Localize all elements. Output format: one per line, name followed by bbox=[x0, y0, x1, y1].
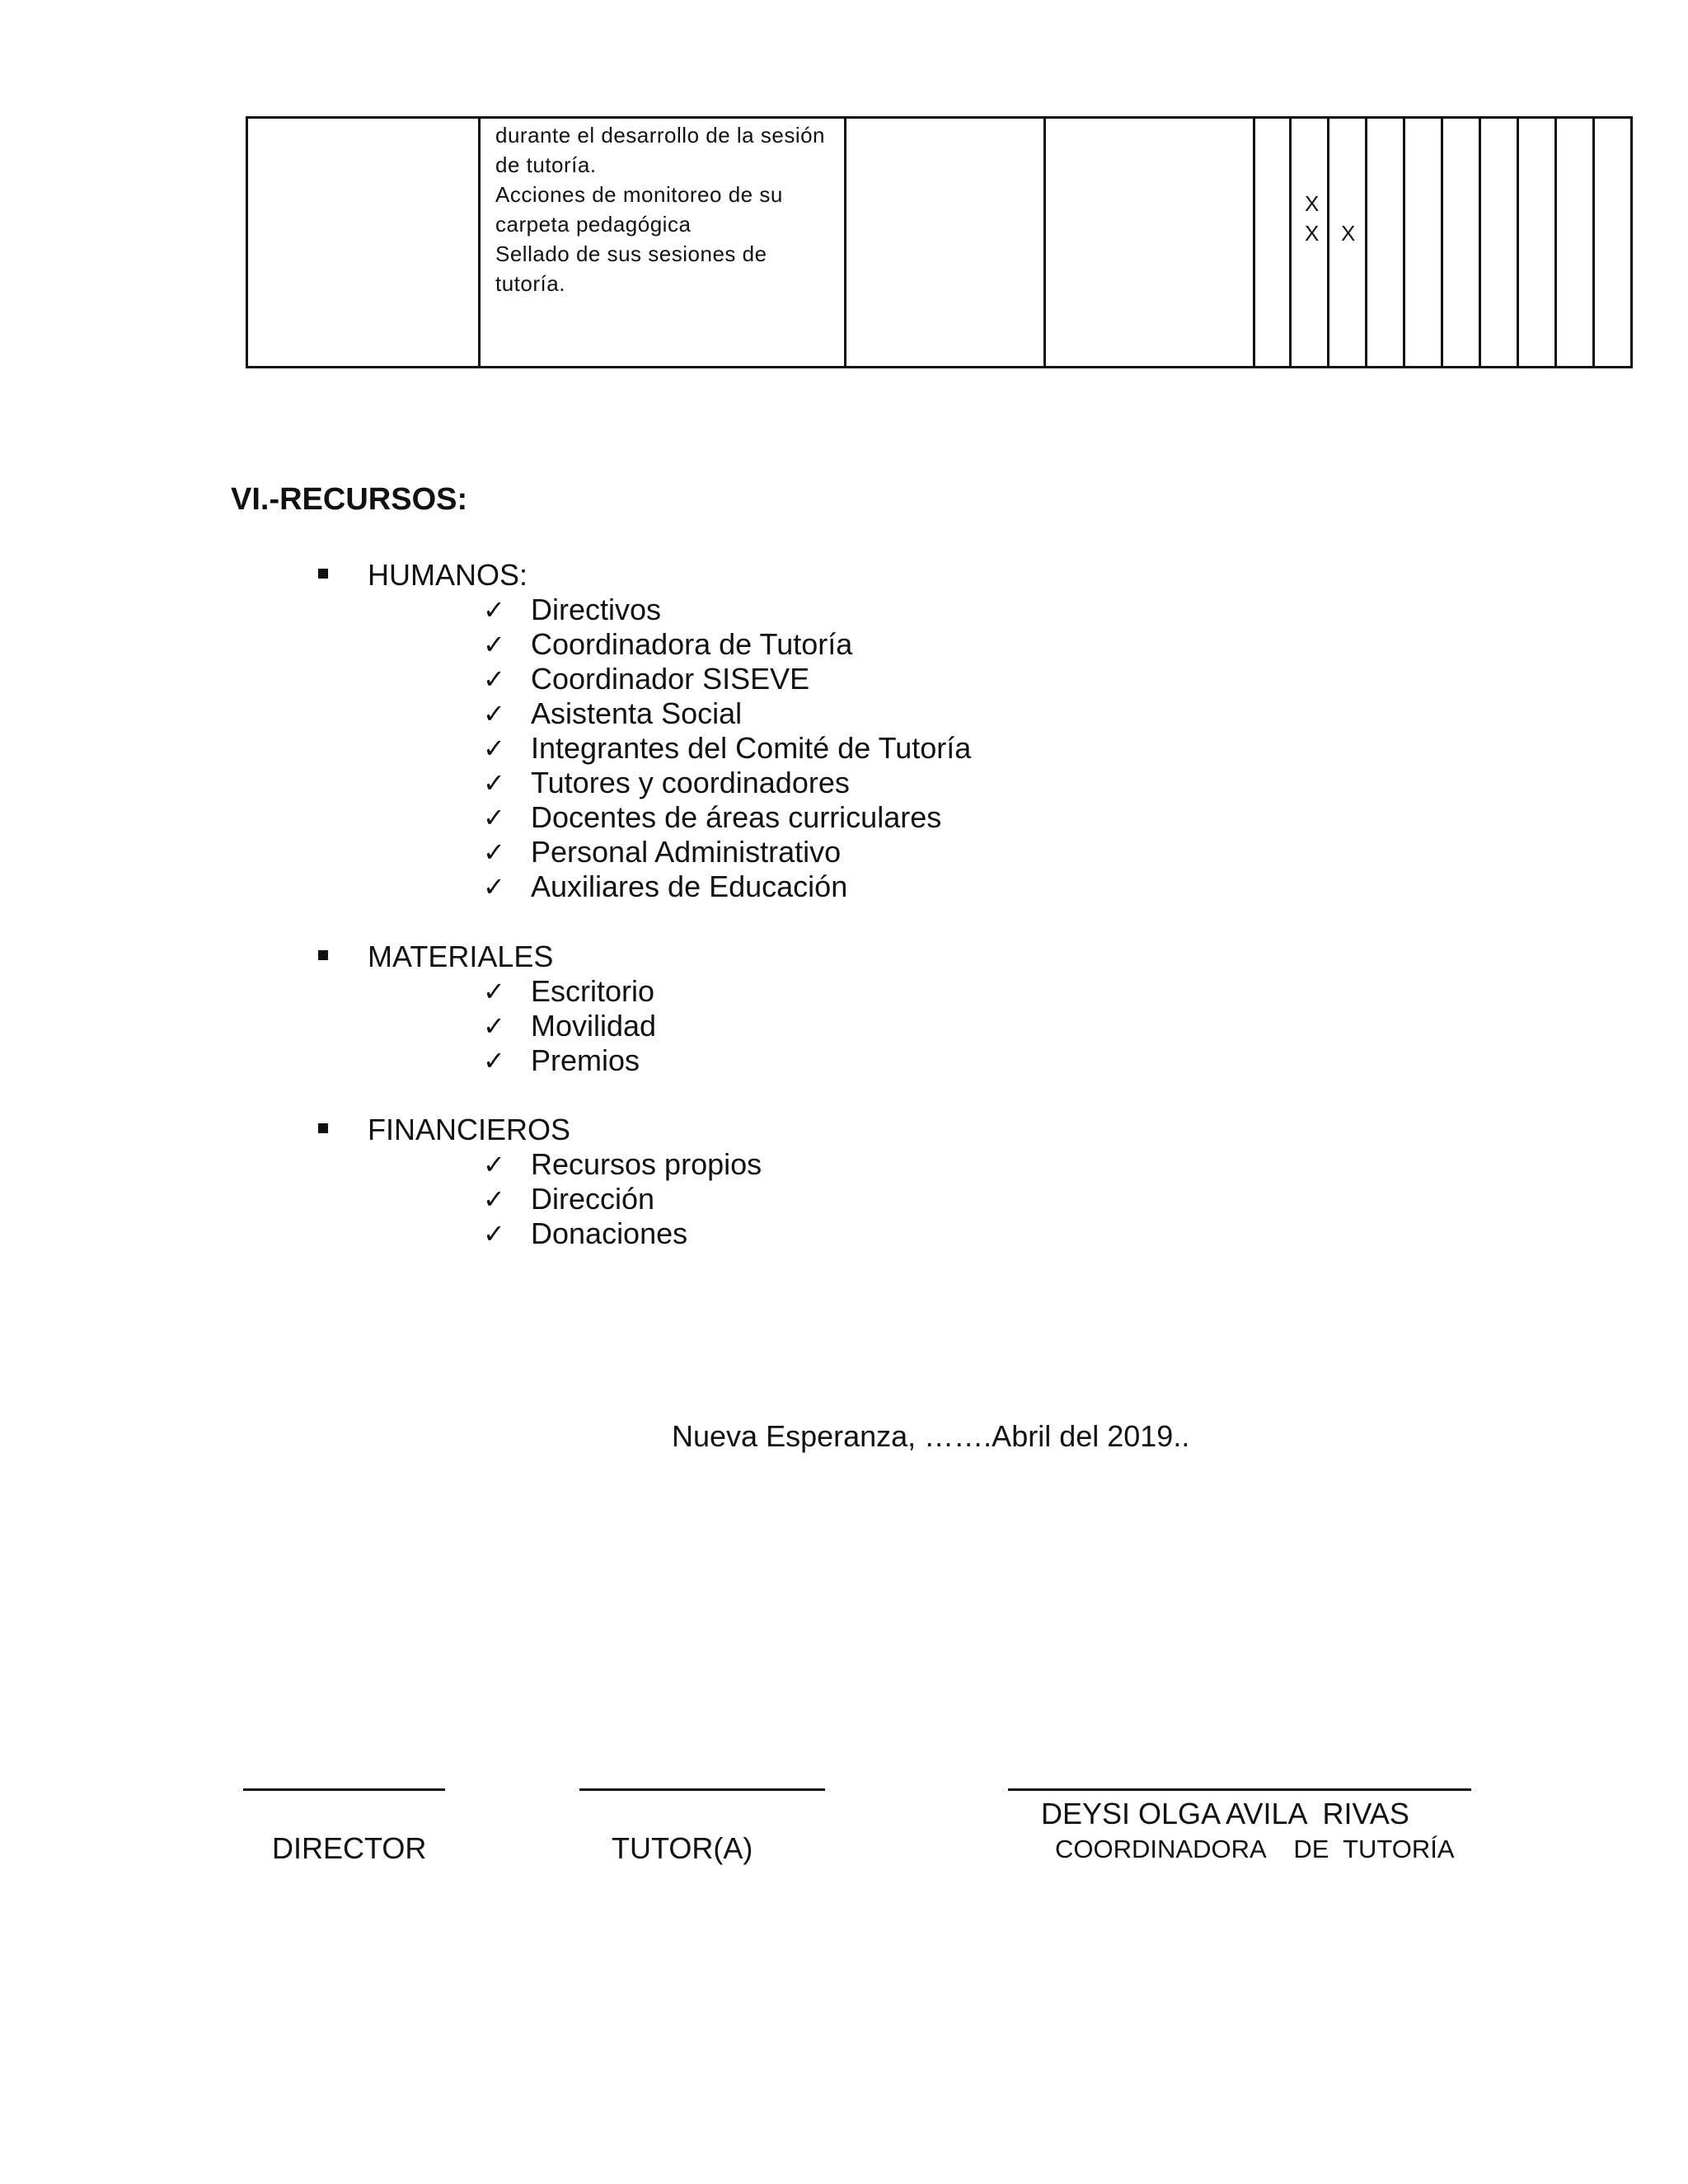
resource-list bbox=[318, 974, 656, 1078]
list-item: ✓ Personal Administrativo bbox=[483, 835, 842, 869]
table-cell-schedule bbox=[1292, 119, 1329, 366]
list-item: ✓ Dirección bbox=[483, 1182, 655, 1216]
director-signature-line bbox=[243, 1788, 445, 1791]
square-bullet-icon bbox=[318, 569, 328, 579]
checkmark-icon: ✓ bbox=[483, 1218, 505, 1249]
table-cell-schedule bbox=[1519, 119, 1557, 366]
list-item: ✓ Docentes de áreas curriculares bbox=[483, 800, 942, 834]
checkmark-icon: ✓ bbox=[483, 1045, 505, 1076]
section-title-text: FINANCIEROS bbox=[368, 1113, 571, 1146]
table-cell-schedule bbox=[1443, 119, 1481, 366]
table-cell-schedule bbox=[1329, 119, 1367, 366]
section-title bbox=[318, 1113, 762, 1147]
table-cell-schedule bbox=[1557, 119, 1595, 366]
list-item: ✓ Movilidad bbox=[483, 1009, 657, 1043]
list-item: ✓ Tutores y coordinadores bbox=[483, 766, 850, 799]
checkmark-icon: ✓ bbox=[483, 594, 505, 626]
tutor-signature-line bbox=[579, 1788, 825, 1791]
tutor-label: TUTOR(A) bbox=[612, 1831, 753, 1865]
activities-table bbox=[246, 116, 1633, 368]
checkmark-icon: ✓ bbox=[483, 837, 505, 868]
table-cell-empty bbox=[248, 119, 481, 366]
schedule-mark: X bbox=[1305, 221, 1320, 246]
checkmark-icon: ✓ bbox=[483, 1183, 505, 1215]
list-item: ✓ Coordinadora de Tutoría bbox=[483, 627, 853, 661]
section-financieros bbox=[318, 1113, 762, 1251]
section-materiales bbox=[318, 940, 656, 1078]
activity-line: durante el desarrollo de la sesión bbox=[495, 123, 826, 148]
date-line: Nueva Esperanza, …….Abril del 2019.. bbox=[672, 1419, 1190, 1453]
activity-line: carpeta pedagógica bbox=[495, 212, 692, 237]
list-item: ✓ Integrantes del Comité de Tutoría bbox=[483, 731, 972, 765]
checkmark-icon: ✓ bbox=[483, 1149, 505, 1180]
resource-list bbox=[318, 593, 971, 904]
checkmark-icon: ✓ bbox=[483, 698, 505, 729]
table-cell-empty bbox=[1046, 119, 1255, 366]
coordinator-name: DEYSI OLGA AVILA RIVAS bbox=[1041, 1797, 1409, 1830]
square-bullet-icon bbox=[318, 950, 328, 960]
list-item: ✓ Premios bbox=[483, 1043, 640, 1077]
checkmark-icon: ✓ bbox=[483, 629, 505, 660]
activity-line: tutoría. bbox=[495, 271, 565, 296]
table-cell-schedule bbox=[1367, 119, 1405, 366]
list-item: ✓ Auxiliares de Educación bbox=[483, 869, 848, 903]
activity-line: Sellado de sus sesiones de bbox=[495, 241, 767, 266]
square-bullet-icon bbox=[318, 1123, 328, 1133]
section-title-text: MATERIALES bbox=[368, 940, 554, 973]
list-item: ✓ Escritorio bbox=[483, 974, 655, 1008]
checkmark-icon: ✓ bbox=[483, 767, 505, 799]
checkmark-icon: ✓ bbox=[483, 976, 505, 1007]
activity-line: Acciones de monitoreo de su bbox=[495, 182, 783, 207]
section-title bbox=[318, 558, 971, 593]
section-heading: VI.-RECURSOS: bbox=[231, 482, 468, 517]
checkmark-icon: ✓ bbox=[483, 1010, 505, 1042]
checkmark-icon: ✓ bbox=[483, 871, 505, 902]
table-cell-schedule bbox=[1481, 119, 1519, 366]
list-item: ✓ Coordinador SISEVE bbox=[483, 662, 810, 696]
checkmark-icon: ✓ bbox=[483, 802, 505, 833]
list-item: ✓ Directivos bbox=[483, 593, 662, 626]
coordinator-signature-line bbox=[1008, 1788, 1471, 1791]
table-cell-schedule bbox=[1595, 119, 1633, 366]
section-title bbox=[318, 940, 656, 974]
checkmark-icon: ✓ bbox=[483, 733, 505, 764]
schedule-mark: X bbox=[1305, 191, 1320, 216]
section-title-text: HUMANOS: bbox=[368, 558, 528, 592]
schedule-mark: X bbox=[1341, 221, 1356, 246]
table-cell-schedule bbox=[1255, 119, 1292, 366]
activity-line: de tutoría. bbox=[495, 152, 597, 177]
section-humanos bbox=[318, 558, 971, 904]
checkmark-icon: ✓ bbox=[483, 663, 505, 695]
list-item: ✓ Asistenta Social bbox=[483, 696, 743, 730]
table-cell-schedule bbox=[1405, 119, 1443, 366]
director-label: DIRECTOR bbox=[272, 1831, 427, 1865]
list-item: ✓ Recursos propios bbox=[483, 1147, 762, 1181]
coordinator-role: COORDINADORA DE TUTORÍA bbox=[1055, 1835, 1455, 1863]
list-item: ✓ Donaciones bbox=[483, 1216, 688, 1250]
resource-list bbox=[318, 1147, 762, 1251]
table-cell-activity bbox=[481, 119, 846, 366]
table-cell-empty bbox=[846, 119, 1046, 366]
